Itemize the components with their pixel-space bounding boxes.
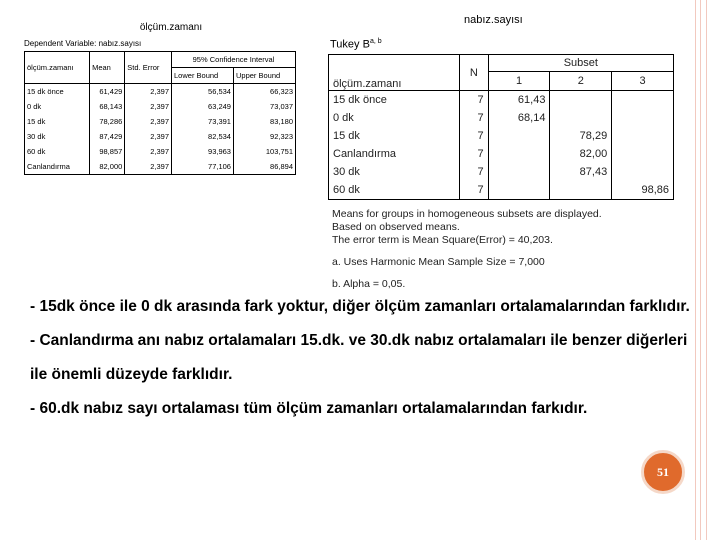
subset3-cell (612, 145, 674, 163)
table-row (25, 99, 296, 114)
n-cell: 7 (460, 163, 489, 181)
se-cell: 2,397 (125, 159, 172, 175)
table-row (329, 91, 674, 110)
subset3-cell (612, 127, 674, 145)
bullet-item: - 60.dk nabız sayı ortalaması tüm ölçüm zamanları ortalamalarından farkıdır. (30, 400, 588, 417)
interpretation-text (30, 290, 690, 426)
n-cell: 7 (460, 91, 489, 110)
row-label: 0 dk (25, 99, 90, 114)
subset3-cell (612, 109, 674, 127)
subset1-cell (488, 181, 550, 200)
header-cell: Lower Bound (172, 68, 234, 84)
method-superscript: a, b (369, 38, 382, 45)
subset-col-header: 2 (550, 72, 612, 91)
row-label: Canlandırma (329, 145, 460, 163)
upper-cell: 92,323 (233, 129, 295, 144)
subset1-cell (488, 163, 550, 181)
lower-cell: 93,963 (172, 144, 234, 159)
mean-cell: 87,429 (90, 129, 125, 144)
table-footnotes (332, 208, 678, 290)
table-row (329, 181, 674, 200)
footnote: The error term is Mean Square(Error) = 40,203. (332, 234, 553, 246)
mean-cell: 82,000 (90, 159, 125, 175)
header-cell: ölçüm.zamanı (329, 55, 460, 91)
lower-cell: 56,534 (172, 84, 234, 100)
lower-cell: 63,249 (172, 99, 234, 114)
decorative-rule (700, 0, 701, 540)
table-row (25, 129, 296, 144)
footnote: Based on observed means. (332, 221, 460, 233)
n-cell: 7 (460, 109, 489, 127)
subset-col-header: 3 (612, 72, 674, 91)
subset3-cell (612, 163, 674, 181)
row-label: 15 dk önce (25, 84, 90, 100)
subset2-cell (550, 109, 612, 127)
table-row (329, 127, 674, 145)
upper-cell: 66,323 (233, 84, 295, 100)
table-row (329, 109, 674, 127)
row-label: 60 dk (25, 144, 90, 159)
n-cell: 7 (460, 127, 489, 145)
footnote: a. Uses Harmonic Mean Sample Size = 7,000 (332, 256, 545, 268)
subset3-cell: 98,86 (612, 181, 674, 200)
estimates-table (24, 51, 296, 175)
row-label: 30 dk (25, 129, 90, 144)
row-label: 15 dk (329, 127, 460, 145)
page-number-badge: 51 (641, 450, 685, 494)
subset2-cell: 82,00 (550, 145, 612, 163)
subset1-cell (488, 145, 550, 163)
header-cell: N (460, 55, 489, 91)
mean-cell: 61,429 (90, 84, 125, 100)
table-row (25, 84, 296, 100)
n-cell: 7 (460, 181, 489, 200)
subset2-cell: 87,43 (550, 163, 612, 181)
row-label: 0 dk (329, 109, 460, 127)
footnote: Means for groups in homogeneous subsets are displayed. (332, 208, 602, 220)
mean-cell: 68,143 (90, 99, 125, 114)
table-row (329, 163, 674, 181)
table-row (25, 114, 296, 129)
subsets-table-title: nabız.sayısı (464, 14, 523, 26)
row-label: 30 dk (329, 163, 460, 181)
se-cell: 2,397 (125, 144, 172, 159)
test-method-label (330, 38, 382, 51)
subset1-cell: 68,14 (488, 109, 550, 127)
method-name: Tukey B (330, 38, 370, 51)
se-cell: 2,397 (125, 84, 172, 100)
se-cell: 2,397 (125, 129, 172, 144)
decorative-rule (706, 0, 707, 540)
subset1-cell (488, 127, 550, 145)
mean-cell: 78,286 (90, 114, 125, 129)
lower-cell: 77,106 (172, 159, 234, 175)
decorative-rule (695, 0, 696, 540)
upper-cell: 83,180 (233, 114, 295, 129)
n-cell: 7 (460, 145, 489, 163)
table-row (25, 144, 296, 159)
subset3-cell (612, 91, 674, 110)
table-row (25, 159, 296, 175)
subset-header: Subset (488, 55, 673, 72)
row-label: 60 dk (329, 181, 460, 200)
ci-header: 95% Confidence Interval (172, 52, 296, 68)
header-cell: Upper Bound (233, 68, 295, 84)
upper-cell: 86,894 (233, 159, 295, 175)
lower-cell: 73,391 (172, 114, 234, 129)
row-label: 15 dk önce (329, 91, 460, 110)
bullet-item: - 15dk önce ile 0 dk arasında fark yoktur, diğer ölçüm zamanları ortalamalarından farklıdır. (30, 298, 690, 315)
footnote: b. Alpha = 0,05. (332, 278, 406, 290)
bullet-item: - Canlandırma anı nabız ortalamaları 15.dk. ve 30.dk nabız ortalamaları ile benzer diğerleri ile önemli düzeyde farklıdır. (30, 332, 688, 383)
header-cell: Mean (90, 52, 125, 84)
subsets-table (328, 54, 674, 200)
header-cell: Std. Error (125, 52, 172, 84)
mean-cell: 98,857 (90, 144, 125, 159)
estimates-table-title: ölçüm.zamanı (139, 22, 203, 33)
subset2-cell (550, 91, 612, 110)
subset2-cell: 78,29 (550, 127, 612, 145)
subset2-cell (550, 181, 612, 200)
table-row (329, 145, 674, 163)
subset1-cell: 61,43 (488, 91, 550, 110)
row-label: 15 dk (25, 114, 90, 129)
header-cell: ölçüm.zamanı (25, 52, 90, 84)
lower-cell: 82,534 (172, 129, 234, 144)
dependent-variable-label: Dependent Variable: nabız.sayısı (24, 39, 142, 48)
se-cell: 2,397 (125, 114, 172, 129)
upper-cell: 103,751 (233, 144, 295, 159)
estimates-table-block (24, 22, 298, 175)
upper-cell: 73,037 (233, 99, 295, 114)
subset-col-header: 1 (488, 72, 550, 91)
se-cell: 2,397 (125, 99, 172, 114)
row-label: Canlandırma (25, 159, 90, 175)
